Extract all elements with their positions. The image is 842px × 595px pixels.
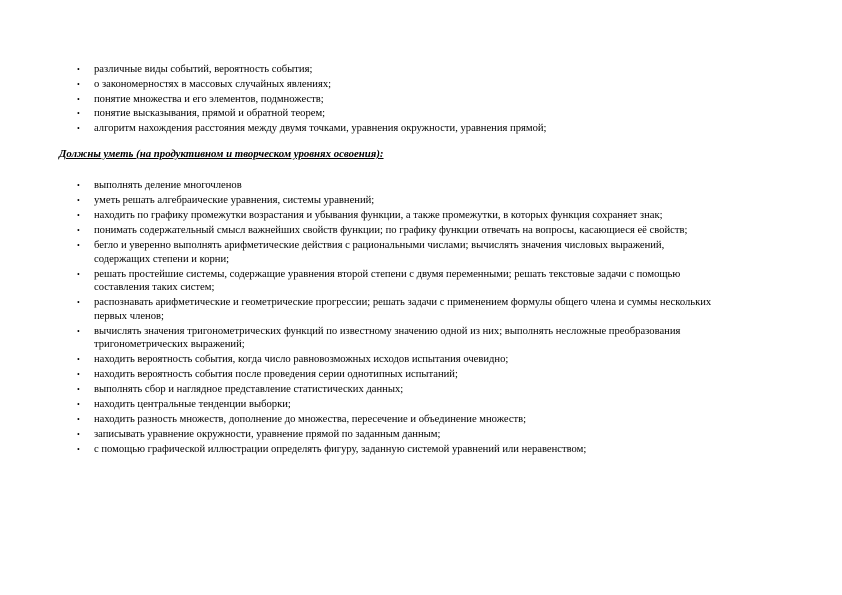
bullet-icon: • — [77, 94, 80, 104]
list-item-text: выполнять деление многочленов — [94, 180, 242, 191]
bullet-icon: • — [77, 195, 80, 205]
list-item-text: тригонометрических выражений; — [94, 339, 245, 351]
list-item — [77, 224, 777, 238]
bullet-icon: • — [77, 326, 80, 336]
list-item-text: находить вероятность события после проведения серии однотипных испытаний; — [94, 369, 458, 381]
list-item — [77, 398, 777, 412]
list-item-text: первых членов; — [94, 310, 164, 322]
bullet-icon: • — [77, 124, 80, 134]
list-item — [77, 443, 777, 457]
bullet-icon: • — [77, 445, 80, 455]
list-item — [77, 383, 777, 397]
list-item-text: бегло и уверенно выполнять арифметические действия с рациональными числами; вычислять значения числовых выражений, — [94, 239, 665, 251]
bullet-icon: • — [77, 225, 80, 235]
list-item-text: различные виды событий, вероятность события; — [94, 64, 313, 75]
list-item — [77, 63, 777, 77]
bullet-icon: • — [77, 415, 80, 425]
list-item — [77, 239, 777, 266]
bullet-icon: • — [77, 79, 80, 89]
list-item — [77, 353, 777, 367]
list-item-text: с помощью графической иллюстрации определять фигуру, заданную системой уравнений или неравенством; — [94, 444, 587, 456]
bullet-icon: • — [77, 385, 80, 395]
list-item-text: решать простейшие системы, содержащие уравнения второй степени с двумя переменными; решать текстовые задачи с помощью — [94, 268, 681, 280]
bullet-icon: • — [77, 109, 80, 119]
bullet-icon: • — [77, 65, 80, 74]
list-item-text: находить вероятность события, когда число равновозможных исходов испытания очевидно; — [94, 354, 509, 366]
section-heading: Должны уметь (на продуктивном и творческом уровнях освоения): — [59, 148, 384, 160]
bullet-icon: • — [77, 355, 80, 365]
list-item-text: уметь решать алгебраические уравнения, системы уравнений; — [94, 194, 375, 206]
bullet-icon: • — [77, 240, 80, 250]
list-item-text: записывать уравнение окружности, уравнение прямой по заданным данным; — [94, 429, 441, 441]
bullet-icon: • — [77, 400, 80, 410]
knowledge-list — [77, 63, 777, 137]
list-item-text: понятие множества и его элементов, подмножеств; — [94, 93, 324, 105]
bullet-icon: • — [77, 298, 80, 308]
list-item — [77, 209, 777, 223]
list-item — [77, 296, 777, 323]
bullet-icon: • — [77, 210, 80, 220]
list-item — [77, 413, 777, 427]
list-item-text: распознавать арифметические и геометрические прогрессии; решать задачи с применением формулы общего члена и суммы нескольких — [94, 297, 712, 309]
list-item-text: алгоритм нахождения расстояния между двумя точками, уравнения окружности, уравнения прямой; — [94, 123, 547, 135]
list-item-text: понимать содержательный смысл важнейших свойств функции; по графику функции отвечать на вопросы, касающиеся её свойств; — [94, 224, 688, 236]
list-item-text: понятие высказывания, прямой и обратной теорем; — [94, 108, 326, 120]
bullet-icon: • — [77, 269, 80, 279]
list-item-text: составления таких систем; — [94, 282, 215, 294]
list-item — [77, 78, 777, 92]
bullet-icon: • — [77, 370, 80, 380]
list-item-text: о закономерностях в массовых случайных явлениях; — [94, 78, 332, 90]
list-item-text: вычислять значения тригонометрических функций по известному значению одной из них; выполнять несложные преобразования — [94, 325, 681, 337]
list-item — [77, 107, 777, 121]
list-item-text: находить разность множеств, дополнение до множества, пересечение и объединение множеств; — [94, 414, 527, 426]
bullet-icon: • — [77, 430, 80, 440]
bullet-icon: • — [77, 181, 80, 190]
list-item — [77, 268, 777, 295]
list-item-text: содержащих степени и корни; — [94, 253, 230, 265]
list-item — [77, 194, 777, 208]
list-item — [77, 122, 777, 136]
skills-list — [77, 179, 777, 458]
list-item — [77, 428, 777, 442]
list-item — [77, 179, 777, 193]
list-item — [77, 368, 777, 382]
list-item-text: выполнять сбор и наглядное представление статистических данных; — [94, 384, 404, 396]
list-item — [77, 325, 777, 352]
list-item-text: находить центральные тенденции выборки; — [94, 399, 291, 411]
list-item-text: находить по графику промежутки возрастания и убывания функции, а также промежутки, в которых функция сохраняет знак; — [94, 209, 663, 221]
list-item — [77, 93, 777, 107]
